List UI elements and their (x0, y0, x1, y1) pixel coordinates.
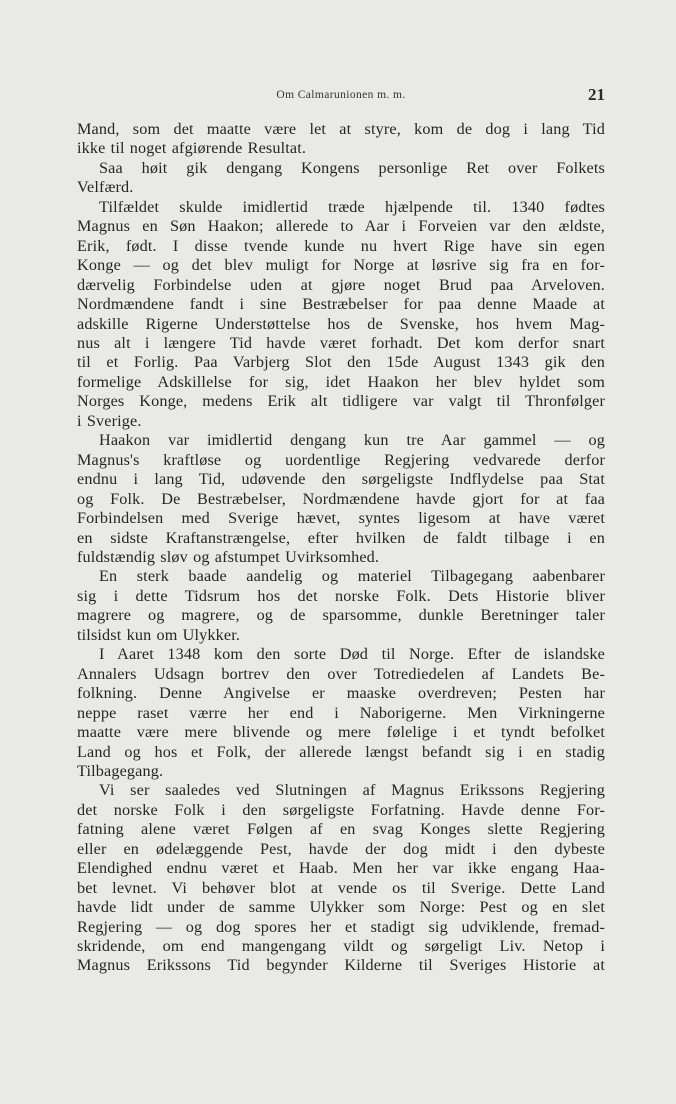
paragraph (77, 781, 605, 976)
body-text (77, 120, 605, 976)
text-line: dærvelig Forbindelse uden at gjøre noget Brud paa Arveloven. (77, 275, 605, 294)
text-line: fatning alene været Følgen af en svag Konges slette Regjering (77, 820, 605, 839)
paragraph (77, 431, 605, 567)
text-line: I Aaret 1348 kom den sorte Død til Norge. Efter de islandske (99, 645, 605, 664)
text-line: Regjering — og dog spores her et stadigt sig udviklende, fremad- (77, 917, 605, 936)
text-line: bet levnet. Vi behøver blot at vende os til Sverige. Dette Land (77, 878, 605, 897)
text-line: Vi ser saaledes ved Slutningen af Magnus Erikssons Regjering (99, 781, 605, 800)
text-line: Norges Konge, medens Erik alt tidligere var valgt til Thronfølger (77, 392, 605, 411)
text-line: Magnus Erikssons Tid begynder Kilderne til Sveriges Historie at (77, 956, 605, 975)
text-line: maatte være mere blivende og mere følelige i et tyndt befolket (77, 723, 605, 742)
text-line: Velfærd. (77, 178, 134, 197)
text-line: fuldstændig sløv og afstumpet Uvirksomhed. (77, 547, 380, 566)
text-line: nus alt i længere Tid havde været forhadt. Det kom derfor snart (77, 333, 605, 352)
text-line: en sidste Kraftanstrængelse, efter hvilken de faldt tilbage i en (77, 528, 605, 547)
text-line: magrere og magrere, og de sparsomme, dunkle Beretninger taler (77, 606, 605, 625)
page-header (77, 84, 605, 108)
text-line: Nordmændene fandt i sine Bestræbelser for paa denne Maade at (77, 295, 605, 314)
text-line: Tilbagegang. (77, 761, 164, 780)
text-line: Forbindelsen med Sverige hævet, syntes ligesom at have været (77, 509, 605, 528)
text-line: Land og hos et Folk, der allerede længst befandt sig i en stadig (77, 742, 605, 761)
text-line: skridende, om end mangengang vildt og sørgeligt Liv. Netop i (77, 937, 605, 956)
text-line: tilsidst kun om Ulykker. (77, 625, 241, 644)
text-line: En sterk baade aandelig og materiel Tilbagegang aabenbarer (99, 567, 605, 586)
text-line: Saa høit gik dengang Kongens personlige Ret over Folkets (99, 158, 605, 177)
text-line: i Sverige. (77, 411, 142, 430)
paragraph (77, 198, 605, 431)
text-line: Magnus en Søn Haakon; allerede to Aar i Forveien var den ældste, (77, 217, 605, 236)
text-line: havde lidt under de samme Ulykker som Norge: Pest og en slet (77, 898, 605, 917)
text-line: endnu i lang Tid, udøvende den sørgeligste Indflydelse paa Stat (77, 470, 605, 489)
text-line: Tilfældet skulde imidlertid træde hjælpende til. 1340 fødtes (99, 197, 605, 216)
text-line: Mand, som det maatte være let at styre, kom de dog i lang Tid (77, 120, 605, 138)
text-line: Konge — og det blev muligt for Norge at løsrive sig fra en for- (77, 256, 605, 275)
text-line: adskille Rigerne Understøttelse hos de Svenske, hos hvem Mag- (77, 314, 605, 333)
paragraph (77, 645, 605, 781)
page-number: 21 (588, 85, 605, 104)
text-line: sig i dette Tidsrum hos det norske Folk. Dets Historie bliver (77, 586, 605, 605)
text-line: Haakon var imidlertid dengang kun tre Aar gammel — og (99, 431, 605, 450)
paragraph (77, 120, 605, 159)
text-line: eller en ødelæggende Pest, havde der dog midt i den dybeste (77, 839, 605, 858)
text-line: Annalers Udsagn bortrev den over Totrediedelen af Landets Be- (77, 664, 605, 683)
running-title: Om Calmarunionen m. m. (276, 89, 406, 101)
text-line: folkning. Denne Angivelse er maaske overdreven; Pesten har (77, 684, 605, 703)
text-line: formelige Adskillelse for sig, idet Haakon her blev hyldet som (77, 372, 605, 391)
text-line: Magnus's kraftløse og uordentlige Regjering vedvarede derfor (77, 450, 605, 469)
paragraph (77, 159, 605, 198)
text-line: Elendighed endnu været et Haab. Men her var ikke engang Haa- (77, 859, 605, 878)
text-line: til et Forlig. Paa Varbjerg Slot den 15de August 1343 gik den (77, 353, 605, 372)
text-line: ikke til noget afgiørende Resultat. (77, 139, 307, 158)
text-line: det norske Folk i den sørgeligste Forfatning. Havde denne For- (77, 800, 605, 819)
paragraph (77, 567, 605, 645)
text-line: Erik, født. I disse tvende kunde nu hvert Rige have sin egen (77, 236, 605, 255)
text-line: neppe raset værre her end i Naborigerne. Men Virkningerne (77, 703, 605, 722)
text-line: og Folk. De Bestræbelser, Nordmændene havde gjort for at faa (77, 489, 605, 508)
